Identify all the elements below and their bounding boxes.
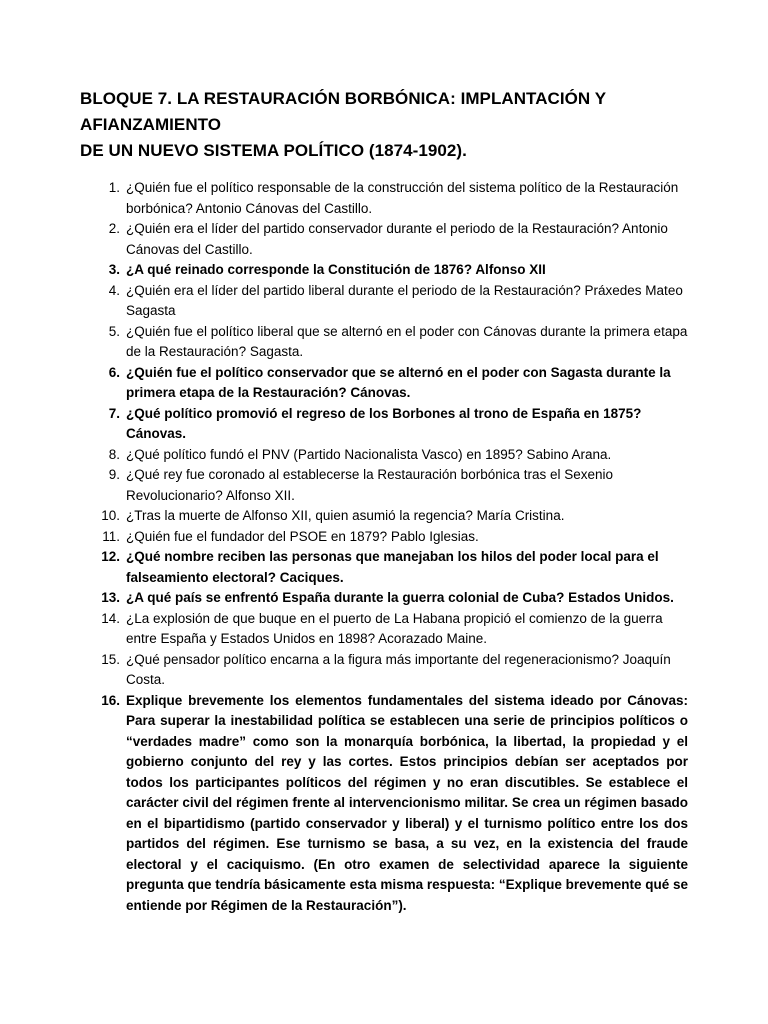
question-number: 10. — [101, 508, 120, 523]
question-item — [80, 281, 688, 322]
question-number: 5. — [108, 323, 120, 339]
question-item — [80, 219, 688, 260]
question-number: 14. — [101, 610, 120, 626]
question-text: ¿Quién fue el político responsable de la construcción del sistema político de la Restauración borbónica? Antonio Cánovas del Castillo. — [126, 180, 679, 216]
question-text: ¿Quién era el líder del partido conservador durante el periodo de la Restauración? Antonio Cánovas del Castillo. — [126, 221, 668, 257]
question-text: ¿Quién era el líder del partido liberal durante el periodo de la Restauración? Práxedes Mateo Sagasta — [126, 282, 683, 318]
question-number: 3. — [108, 262, 120, 277]
question-number: 8. — [108, 446, 120, 462]
question-item — [80, 465, 688, 506]
question-item — [80, 691, 688, 917]
question-number: 13. — [101, 590, 120, 605]
question-item — [80, 178, 688, 219]
question-number: 1. — [108, 180, 120, 195]
question-list — [80, 178, 688, 916]
question-text: ¿Qué rey fue coronado al establecerse la Restauración borbónica tras el Sexenio Revolucionario? Alfonso XII. — [126, 467, 614, 503]
question-text: ¿A qué reinado corresponde la Constitución de 1876? Alfonso XII — [126, 262, 546, 277]
question-text: ¿Quién fue el fundador del PSOE en 1879? Pablo Iglesias. — [126, 528, 479, 544]
question-number: 2. — [108, 221, 120, 236]
question-text: ¿Qué político fundó el PNV (Partido Nacionalista Vasco) en 1895? Sabino Arana. — [126, 446, 612, 462]
question-text: Explique brevemente los elementos fundamentales del sistema ideado por Cánovas: Para superar la inestabilidad política se establecen una serie de principios políticos o “verdades madre” como son la monarquía borbónica, la libertad, la propiedad y el gobierno conjunto del rey y las cortes. Estos principios debían ser aceptados por todos los participantes políticos del régimen y no eran discutibles. Se establece el carácter civil del régimen frente al intervencionismo militar. Se crea un régimen basado en el bipartidismo (partido conservador y liberal) y el turnismo político entre los dos partidos del régimen. Ese turnismo se basa, a su vez, en la existencia del fraude electoral y el caciquismo. (En otro examen de selectividad aparece la siguiente pregunta que tendría básicamente esta misma respuesta: “Explique brevemente qué se entiende por Régimen de la Restauración”). — [126, 692, 688, 913]
question-number: 9. — [108, 467, 120, 482]
question-number: 16. — [101, 692, 120, 708]
question-text: ¿Tras la muerte de Alfonso XII, quien asumió la regencia? María Cristina. — [126, 508, 565, 523]
question-text: ¿Quién fue el político liberal que se alternó en el poder con Cánovas durante la primera etapa de la Restauración? Sagasta. — [126, 323, 688, 359]
question-number: 7. — [108, 405, 120, 421]
question-item — [80, 445, 688, 466]
question-text: ¿Qué nombre reciben las personas que manejaban los hilos del poder local para el falseamiento electoral? Caciques. — [126, 549, 659, 585]
question-number: 15. — [101, 651, 120, 667]
title-line-1: BLOQUE 7. LA RESTAURACIÓN BORBÓNICA: IMPLANTACIÓN Y AFIANZAMIENTO — [80, 89, 606, 134]
question-item — [80, 260, 688, 281]
question-text: ¿La explosión de que buque en el puerto de La Habana propició el comienzo de la guerra entre España y Estados Unidos en 1898? Acorazado Maine. — [126, 610, 663, 646]
question-item — [80, 650, 688, 691]
question-item — [80, 547, 688, 588]
question-item — [80, 588, 688, 609]
question-number: 4. — [108, 282, 120, 298]
question-item — [80, 363, 688, 404]
question-text: ¿A qué país se enfrentó España durante la guerra colonial de Cuba? Estados Unidos. — [126, 590, 674, 605]
question-text: ¿Qué político promovió el regreso de los Borbones al trono de España en 1875? Cánovas. — [126, 405, 642, 441]
document-title — [80, 86, 688, 164]
question-text: ¿Qué pensador político encarna a la figura más importante del regeneracionismo? Joaquín Costa. — [126, 651, 671, 687]
question-text: ¿Quién fue el político conservador que se alternó en el poder con Sagasta durante la primera etapa de la Restauración? Cánovas. — [126, 364, 671, 400]
question-item — [80, 527, 688, 548]
question-number: 6. — [108, 364, 120, 380]
question-item — [80, 404, 688, 445]
title-line-2: DE UN NUEVO SISTEMA POLÍTICO (1874-1902). — [80, 141, 467, 160]
question-item — [80, 322, 688, 363]
question-number: 12. — [101, 549, 120, 564]
question-item — [80, 506, 688, 527]
question-item — [80, 609, 688, 650]
question-number: 11. — [102, 528, 120, 544]
